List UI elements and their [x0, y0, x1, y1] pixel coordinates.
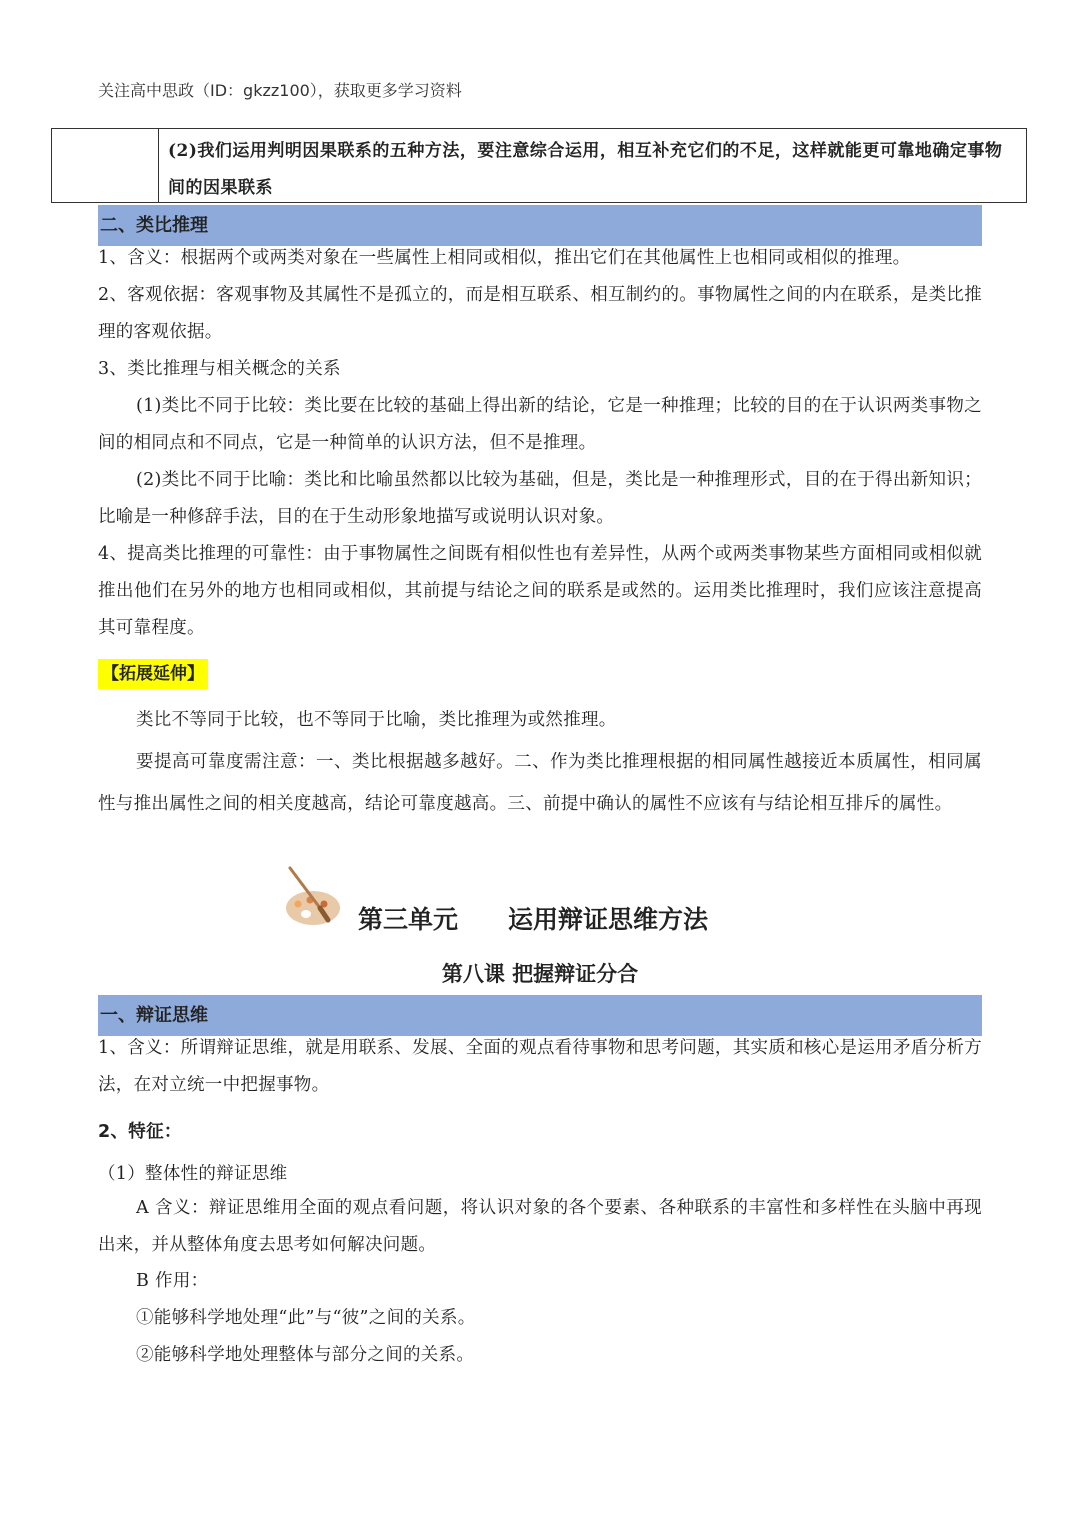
analogy-vs-metaphor: (2)类比不同于比喻：类比和比喻虽然都以比较为基础，但是，类比是一种推理形式，目的在于得出新知识；比喻是一种修辞手法，目的在于生动形象地描写或说明认识对象。 [98, 470, 982, 527]
holistic-meaning: A 含义：辩证思维用全面的观点看问题，将认识对象的各个要素、各种联系的丰富性和多样性在头脑中再现出来，并从整体角度去思考如何解决问题。 [98, 1198, 982, 1255]
note-table [51, 128, 1027, 203]
section-heading-dialectical: 一、辩证思维 [98, 995, 982, 1036]
analogy-reliability: 4、提高类比推理的可靠性：由于事物属性之间既有相似性也有差异性，从两个或两类事物某些方面相同或相似就推出他们在另外的地方也相同或相似，其前提与结论之间的联系是或然的。运用类比推理时，我们应该注意提高其可靠程度。 [98, 544, 982, 638]
palette-icon [282, 866, 344, 930]
dialectical-definition: 1、含义：所谓辩证思维，就是用联系、发展、全面的观点看待事物和思考问题，其实质和核心是运用矛盾分析方法，在对立统一中把握事物。 [98, 1038, 982, 1095]
analogy-relations-heading: 3、类比推理与相关概念的关系 [98, 359, 341, 379]
extension-tag: 【拓展延伸】 [98, 659, 208, 689]
analogy-vs-comparison: (1)类比不同于比较：类比要在比较的基础上得出新的结论，它是一种推理；比较的目的在于认识两类事物之间的相同点和不同点，它是一种简单的认识方法，但不是推理。 [98, 396, 982, 453]
unit-title: 第三单元 运用辩证思维方法 [358, 905, 709, 934]
table-left-cell [52, 129, 159, 202]
analogy-definition: 1、含义：根据两个或两类对象在一些属性上相同或相似，推出它们在其他属性上也相同或相似的推理。 [98, 248, 911, 268]
extension-p1: 类比不等同于比较，也不等同于比喻，类比推理为或然推理。 [136, 710, 617, 730]
section-heading-analogy: 二、类比推理 [98, 205, 982, 246]
analogy-basis: 2、客观依据：客观事物及其属性不是孤立的，而是相互联系、相互制约的。事物属性之间的内在联系，是类比推理的客观依据。 [98, 285, 982, 342]
function-item-1: ①能够科学地处理“此”与“彼”之间的关系。 [136, 1308, 476, 1328]
table-note-text: (2)我们运用判明因果联系的五种方法，要注意综合运用，相互补充它们的不足，这样就能更可靠地确定事物间的因果联系 [168, 141, 1003, 198]
extension-p2: 要提高可靠度需注意：一、类比根据越多越好。二、作为类比推理根据的相同属性越接近本质属性，相同属性与推出属性之间的相关度越高，结论可靠度越高。三、前提中确认的属性不应该有与结论相互排斥的属性。 [98, 752, 982, 814]
lesson-title: 第八课 把握辩证分合 [441, 962, 639, 986]
holistic-function-heading: B 作用： [136, 1271, 209, 1291]
header-note: 关注高中思政（ID：gkzz100），获取更多学习资料 [98, 81, 462, 100]
function-item-2: ②能够科学地处理整体与部分之间的关系。 [136, 1345, 475, 1365]
features-heading: 2、特征： [98, 1122, 182, 1142]
holistic-heading: （1）整体性的辩证思维 [98, 1164, 288, 1184]
